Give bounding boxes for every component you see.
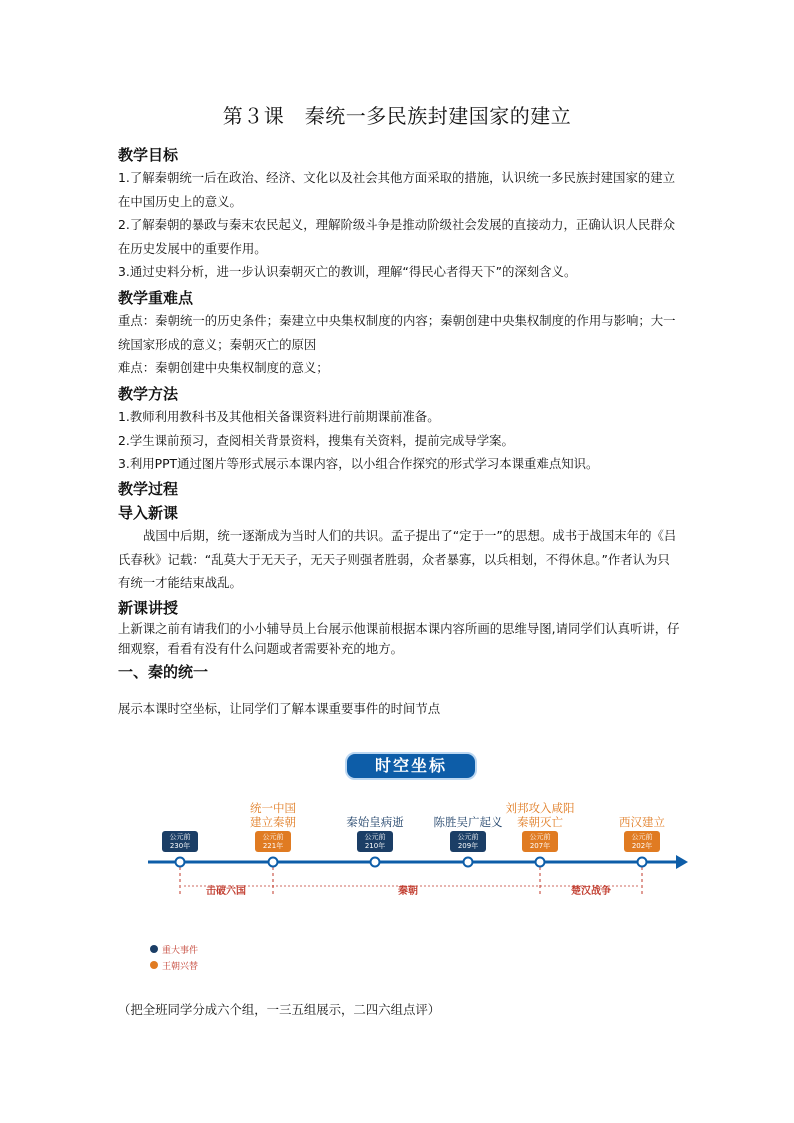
goal-item-1: 1.了解秦朝统一后在政治、经济、文化以及社会其他方面采取的措施，认识统一多民族封建国家的建立在中国历史上的意义。	[118, 170, 676, 209]
difficulty-text: 难点：秦朝创建中央集权制度的意义；	[118, 360, 329, 375]
lecture-text: 上新课之前有请我们的小小辅导员上台展示他课前根据本课内容所画的思维导图,请同学们认真听讲，仔细观察，看看有没有什么问题或者需要补充的地方。	[118, 620, 680, 656]
goal-item-3: 3.通过史料分析，进一步认识秦朝灭亡的教训，理解“得民心者得天下”的深刻含义。	[118, 264, 577, 279]
badge-year: 202年	[631, 842, 653, 850]
method-item-2: 2.学生课前预习，查阅相关背景资料，搜集有关资料，提前完成导学案。	[118, 432, 514, 448]
lecture-heading: 新课讲授	[118, 598, 179, 617]
methods-section	[118, 383, 680, 476]
segment-label-1: 击破六国	[206, 886, 246, 897]
method-item-1: 1.教师利用教科书及其他相关备课资料进行前期课前准备。	[118, 409, 440, 424]
timeline-year-badge	[624, 831, 660, 852]
timeline-year-badge	[255, 831, 291, 852]
keypoints-heading: 教学重难点	[118, 289, 194, 307]
timeline-title: 时空坐标	[374, 756, 447, 775]
timeline-point-4	[464, 858, 473, 867]
methods-heading: 教学方法	[118, 385, 179, 403]
intro-text: 战国中后期，统一逐渐成为当时人们的共识。孟子提出了“定于一”的思想。成书于战国末年的《吕氏春秋》记载：“乱莫大于无天子，无天子则强者胜弱，众者暴寡，以兵相刬，不得休息。”作者认为只有统一才能结束战乱。	[118, 528, 677, 590]
badge-year: 210年	[364, 842, 386, 850]
badge-year: 207年	[529, 842, 551, 850]
segment-label-2: 秦朝	[398, 886, 418, 897]
keypoints-section	[118, 287, 680, 380]
timeline-axis-arrow	[676, 855, 688, 869]
badge-prefix: 公元前	[529, 833, 551, 841]
legend-dot-dynasty	[150, 961, 158, 969]
timeline-event-label: 刘邦攻入咸阳 秦朝灭亡	[505, 801, 575, 829]
timeline-point-6	[638, 858, 647, 867]
timeline-year-badge	[357, 831, 393, 852]
process-heading: 教学过程	[118, 480, 179, 498]
badge-prefix: 公元前	[631, 833, 653, 841]
badge-prefix: 公元前	[262, 833, 284, 841]
goals-section	[118, 144, 680, 284]
goal-item-2: 2.了解秦朝的暴政与秦末农民起义，理解阶级斗争是推动阶级社会发展的直接动力，正确认识人民群众在历史发展中的重要作用。	[118, 217, 676, 256]
lesson-title: 第３课 秦统一多民族封建国家的建立	[222, 104, 572, 128]
timeline-event-label: 秦始皇病逝	[346, 815, 404, 829]
focus-text: 重点：秦朝统一的历史条件；秦建立中央集权制度的内容；秦朝创建中央集权制度的作用与影响；大一统国家形成的意义；秦朝灭亡的原因	[118, 313, 676, 352]
section1-text: 展示本课时空坐标，让同学们了解本课重要事件的时间节点	[118, 700, 441, 716]
badge-year: 230年	[169, 842, 191, 850]
timeline-year-badge	[522, 831, 558, 852]
segment-label-3: 楚汉战争	[571, 886, 611, 897]
badge-prefix: 公元前	[457, 833, 479, 841]
timeline-year-badge	[450, 831, 486, 852]
timeline-figure	[118, 745, 698, 985]
method-item-3: 3.利用PPT通过图片等形式展示本课内容，以小组合作探究的形式学习本课重难点知识。	[118, 456, 599, 471]
process-section	[118, 478, 680, 720]
badge-prefix: 公元前	[169, 833, 191, 841]
timeline-point-5	[536, 858, 545, 867]
badge-year: 209年	[457, 842, 479, 850]
intro-heading: 导入新课	[118, 504, 179, 522]
timeline-point-3	[371, 858, 380, 867]
group-note: （把全班同学分成六个组，一三五组展示，二四六组点评）	[118, 1002, 441, 1017]
badge-prefix: 公元前	[364, 833, 386, 841]
timeline-year-badge	[162, 831, 198, 852]
legend-dot-events	[150, 945, 158, 953]
section1-heading: 一、秦的统一	[118, 662, 209, 681]
timeline-event-label: 统一中国 建立秦朝	[250, 801, 296, 829]
timeline-point-1	[176, 858, 185, 867]
legend-label-dynasty: 王朝兴替	[162, 962, 199, 972]
timeline-axis-graphic	[118, 745, 698, 985]
legend-label-events: 重大事件	[162, 946, 199, 956]
timeline-event-label: 陈胜吴广起义	[433, 815, 503, 829]
timeline-point-2	[269, 858, 278, 867]
goals-heading: 教学目标	[118, 146, 179, 164]
timeline-event-label: 西汉建立	[619, 815, 665, 829]
badge-year: 221年	[262, 842, 284, 850]
